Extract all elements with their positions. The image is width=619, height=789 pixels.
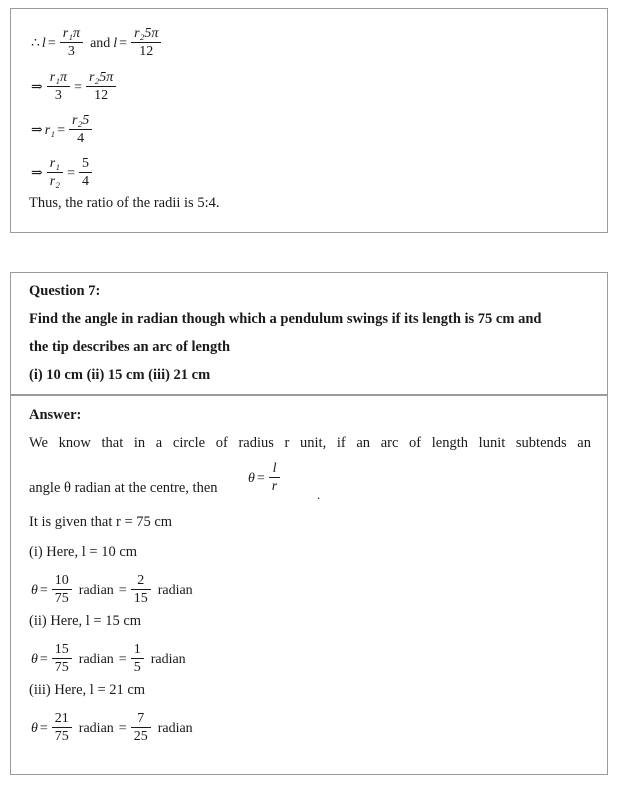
theta-equals-l-over-r-formula xyxy=(248,462,282,495)
answer-heading: Answer: xyxy=(29,407,82,423)
case-3-unit-2: radian xyxy=(157,720,193,736)
answer-box xyxy=(10,395,608,775)
eq3-lhs: r₁ xyxy=(44,122,56,138)
case-1-formula xyxy=(31,574,196,607)
eq2-frac1-numerator: r₁π xyxy=(47,70,70,87)
intro-formula-numerator: l xyxy=(269,461,280,478)
case-1-frac1-denominator: 75 xyxy=(54,590,69,606)
case-3-unit-1: radian xyxy=(78,720,114,736)
solution-conclusion: Thus, the ratio of the radii is 5:4. xyxy=(29,195,220,211)
eq1-frac1-numerator: r₁π xyxy=(60,26,83,43)
case-3-fraction-1 xyxy=(52,711,72,744)
eq2-fraction-1 xyxy=(47,70,70,103)
intro-formula-denominator: r xyxy=(271,478,278,494)
case-2-formula xyxy=(31,643,189,676)
case-1-frac2-numerator: 2 xyxy=(131,573,151,590)
case-2-frac2-numerator: 1 xyxy=(131,642,144,659)
answer-intro-line-2: angle θ radian at the centre, then xyxy=(29,480,218,496)
eq2-frac2-numerator: r₂5π xyxy=(86,70,116,87)
eq1-conjunction: and xyxy=(90,35,111,51)
case-1-frac1-numerator: 10 xyxy=(52,573,72,590)
eq4-frac1-denominator: r₂ xyxy=(49,173,61,189)
answer-intro-line-1: We know that in a circle of radius r unit, if an arc of length lunit subtends an xyxy=(29,435,591,451)
eq3-equals: = xyxy=(57,122,65,138)
case-3-frac1-denominator: 75 xyxy=(54,728,69,744)
implies-symbol-2: ⇒ xyxy=(31,122,43,138)
implies-symbol-3: ⇒ xyxy=(31,165,43,181)
eq2-fraction-2 xyxy=(86,70,116,103)
eq4-fraction-1 xyxy=(47,156,63,189)
solution-continuation-box xyxy=(10,8,608,233)
case-1-unit-2: radian xyxy=(157,582,193,598)
case-1-frac2-denominator: 15 xyxy=(133,590,148,606)
case-1-fraction-1 xyxy=(52,573,72,606)
case-2-label: (ii) Here, l = 15 cm xyxy=(29,613,142,629)
eq3-fraction xyxy=(69,113,92,146)
eq1-equals-2: = xyxy=(119,35,128,51)
eq1-fraction-2 xyxy=(131,26,161,59)
eq3-frac-denominator: 4 xyxy=(77,130,85,146)
eq4-fraction-2 xyxy=(79,156,92,189)
case-2-frac1-numerator: 15 xyxy=(52,642,72,659)
case-2-frac2-denominator: 5 xyxy=(133,659,141,675)
case-1-fraction-2 xyxy=(131,573,151,606)
eq1-lhs-2: l xyxy=(113,35,118,51)
eq2-frac2-denominator: 12 xyxy=(94,87,109,103)
equation-2 xyxy=(29,71,118,104)
case-2-frac1-denominator: 75 xyxy=(54,659,69,675)
eq2-frac1-denominator: 3 xyxy=(54,87,62,103)
question-box xyxy=(10,272,608,395)
intro-formula-theta: θ xyxy=(248,470,255,486)
eq4-frac2-numerator: 5 xyxy=(79,156,92,173)
therefore-symbol: ∴ xyxy=(31,35,40,51)
case-2-fraction-2 xyxy=(131,642,144,675)
case-3-label: (iii) Here, l = 21 cm xyxy=(29,682,146,698)
case-1-equals-2: = xyxy=(118,582,127,598)
eq2-equals: = xyxy=(74,79,82,95)
case-3-formula xyxy=(31,712,196,745)
case-3-fraction-2 xyxy=(131,711,151,744)
intro-formula-fraction xyxy=(269,461,280,494)
question-line-3-options: (i) 10 cm (ii) 15 cm (iii) 21 cm xyxy=(29,367,211,383)
question-heading: Question 7: xyxy=(29,283,101,299)
eq3-frac-numerator: r₂5 xyxy=(69,113,92,130)
question-line-2: the tip describes an arc of length xyxy=(29,339,231,355)
intro-formula-period: . xyxy=(317,487,321,502)
case-2-equals-2: = xyxy=(118,651,127,667)
answer-given-radius: It is given that r = 75 cm xyxy=(29,514,173,530)
eq4-frac1-numerator: r₁ xyxy=(47,156,63,173)
equation-4 xyxy=(29,157,94,190)
intro-formula-equals: = xyxy=(256,470,265,486)
eq1-frac1-denominator: 3 xyxy=(67,43,75,59)
case-3-frac2-denominator: 25 xyxy=(133,728,148,744)
case-1-label: (i) Here, l = 10 cm xyxy=(29,544,138,560)
eq1-lhs: l xyxy=(41,35,46,51)
case-1-unit-1: radian xyxy=(78,582,114,598)
case-3-equals-2: = xyxy=(118,720,127,736)
eq1-frac2-numerator: r₂5π xyxy=(131,26,161,43)
question-line-1: Find the angle in radian though which a pendulum swings if its length is 75 cm and xyxy=(29,311,542,327)
implies-symbol-1: ⇒ xyxy=(31,79,43,95)
eq1-fraction-1 xyxy=(60,26,83,59)
equation-1 xyxy=(29,27,163,60)
case-2-theta: θ xyxy=(31,651,38,667)
case-1-equals-1: = xyxy=(39,582,48,598)
eq4-frac2-denominator: 4 xyxy=(81,173,89,189)
case-3-frac2-numerator: 7 xyxy=(131,711,151,728)
case-3-equals-1: = xyxy=(39,720,48,736)
eq1-frac2-denominator: 12 xyxy=(139,43,154,59)
case-2-unit-2: radian xyxy=(150,651,186,667)
case-3-theta: θ xyxy=(31,720,38,736)
case-2-fraction-1 xyxy=(52,642,72,675)
equation-3 xyxy=(29,114,94,147)
eq4-equals: = xyxy=(67,165,75,181)
case-1-theta: θ xyxy=(31,582,38,598)
case-3-frac1-numerator: 21 xyxy=(52,711,72,728)
eq1-equals: = xyxy=(47,35,56,51)
case-2-equals-1: = xyxy=(39,651,48,667)
case-2-unit-1: radian xyxy=(78,651,114,667)
